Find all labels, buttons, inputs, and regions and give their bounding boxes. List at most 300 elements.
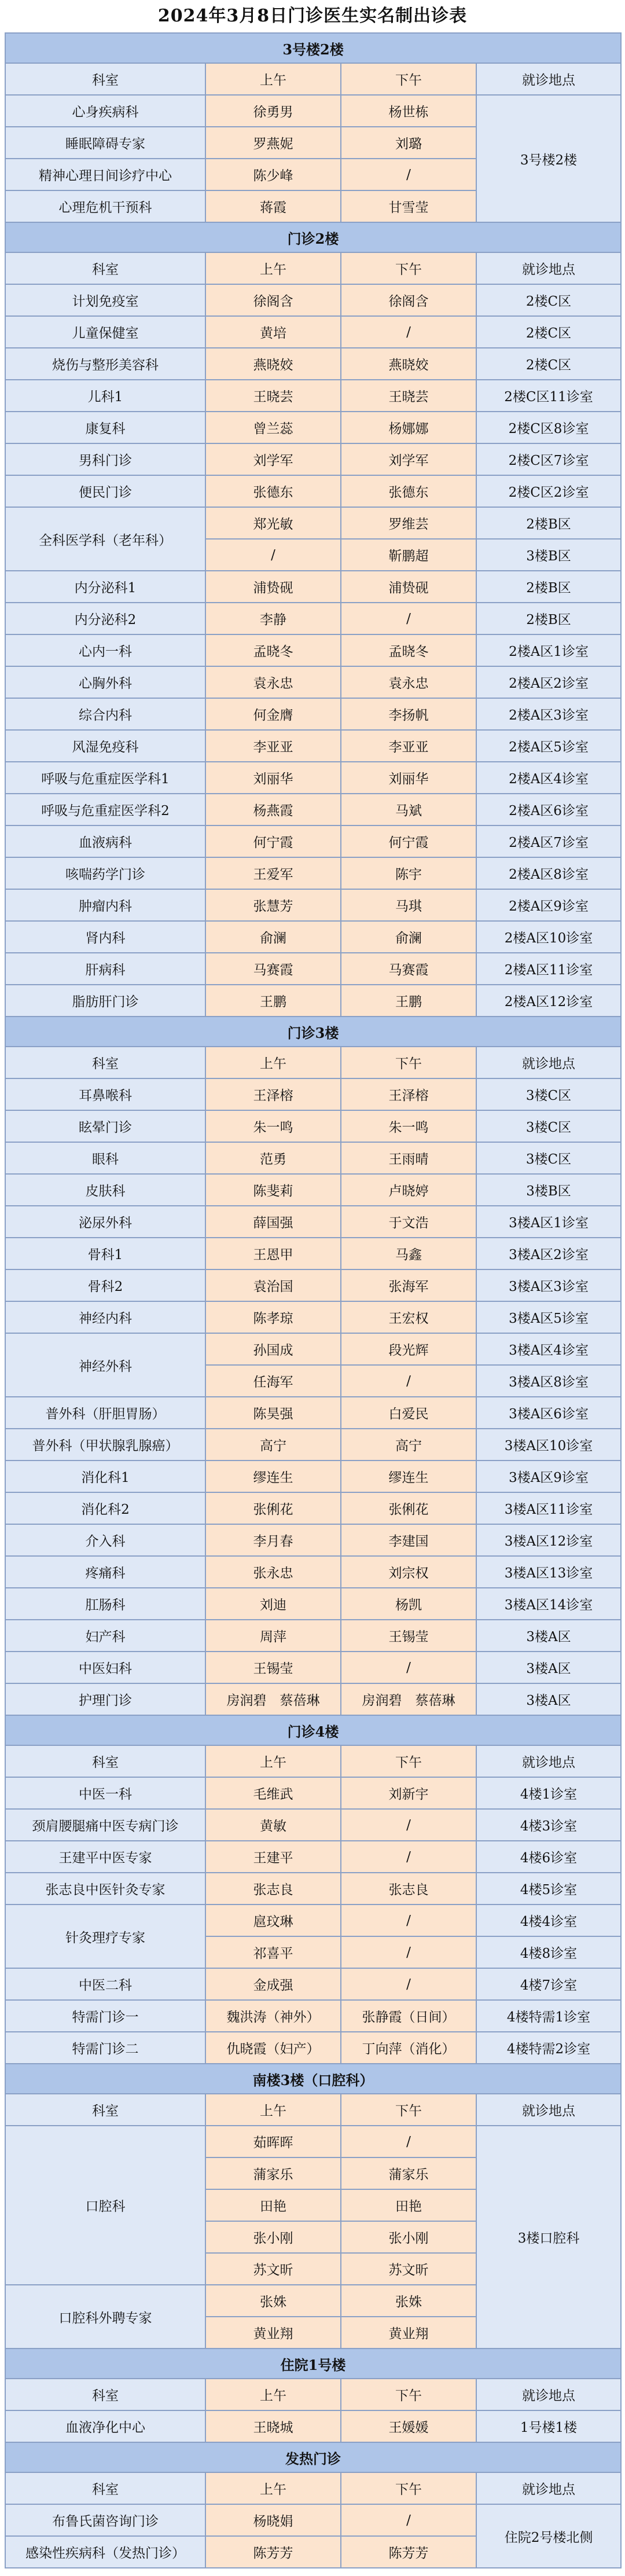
table-row [5, 2410, 621, 2442]
department-cell: 综合内科 [5, 698, 205, 730]
department-cell: 肝病科 [5, 953, 205, 985]
afternoon-doctor-cell: 段光辉 [341, 1333, 476, 1365]
table-row [5, 762, 621, 794]
morning-doctor-cell: 郑光敏 [205, 507, 341, 539]
department-cell: 肛肠科 [5, 1588, 205, 1620]
location-cell: 4楼1诊室 [476, 1777, 621, 1809]
location-cell: 2楼C区 [476, 284, 621, 316]
table-row [5, 2504, 621, 2536]
table-row [5, 794, 621, 825]
morning-doctor-cell: 陈少峰 [205, 159, 341, 190]
afternoon-doctor-cell: 张志良 [341, 1873, 476, 1905]
table-row [5, 730, 621, 762]
afternoon-doctor-cell: 杨娜娜 [341, 412, 476, 443]
section-title-row [5, 1715, 621, 1745]
morning-doctor-cell: 曾兰蕊 [205, 412, 341, 443]
morning-doctor-cell: 黄培 [205, 316, 341, 348]
table-row [5, 443, 621, 475]
header-am: 上午 [205, 1047, 341, 1078]
afternoon-doctor-cell: 张俐花 [341, 1492, 476, 1524]
morning-doctor-cell: 马赛霞 [205, 953, 341, 985]
section-title-row [5, 1017, 621, 1047]
morning-doctor-cell: 李静 [205, 603, 341, 634]
afternoon-doctor-cell: / [341, 2126, 476, 2157]
table-row [5, 1333, 621, 1365]
table-row [5, 348, 621, 380]
morning-doctor-cell: 陈昊强 [205, 1397, 341, 1429]
table-row [5, 2000, 621, 2032]
header-am: 上午 [205, 2472, 341, 2504]
location-cell: 4楼4诊室 [476, 1905, 621, 1936]
department-cell: 血液病科 [5, 825, 205, 857]
morning-doctor-cell: 苏文昕 [205, 2253, 341, 2285]
morning-doctor-cell: 陈芳芳 [205, 2536, 341, 2568]
morning-doctor-cell: 刘迪 [205, 1588, 341, 1620]
location-cell: 2楼C区11诊室 [476, 380, 621, 412]
afternoon-doctor-cell: 蒲家乐 [341, 2157, 476, 2189]
location-cell: 3楼B区 [476, 1174, 621, 1206]
location-cell: 2楼C区7诊室 [476, 443, 621, 475]
afternoon-doctor-cell: 燕晓姣 [341, 348, 476, 380]
morning-doctor-cell: 王爱军 [205, 857, 341, 889]
location-cell: 2楼A区12诊室 [476, 985, 621, 1017]
location-cell: 3楼A区3诊室 [476, 1269, 621, 1301]
section-title-row [5, 2064, 621, 2094]
schedule-table [5, 32, 622, 2568]
department-cell: 妇产科 [5, 1620, 205, 1652]
department-cell: 感染性疾病科（发热门诊） [5, 2536, 205, 2568]
department-cell: 疼痛科 [5, 1556, 205, 1588]
afternoon-doctor-cell: 缪连生 [341, 1461, 476, 1492]
header-loc: 就诊地点 [476, 2472, 621, 2504]
column-header-row [5, 1745, 621, 1777]
afternoon-doctor-cell: 马斌 [341, 794, 476, 825]
afternoon-doctor-cell: 王泽榕 [341, 1078, 476, 1110]
department-cell: 精神心理日间诊疗中心 [5, 159, 205, 190]
location-cell: 3楼A区10诊室 [476, 1429, 621, 1461]
department-cell: 神经外科 [5, 1333, 205, 1397]
column-header-row [5, 2472, 621, 2504]
table-row [5, 412, 621, 443]
afternoon-doctor-cell: 浦贽砚 [341, 571, 476, 603]
header-dept: 科室 [5, 1047, 205, 1078]
morning-doctor-cell: 王晓城 [205, 2410, 341, 2442]
department-cell: 护理门诊 [5, 1683, 205, 1715]
location-cell: 3楼A区14诊室 [476, 1588, 621, 1620]
afternoon-doctor-cell: 田艳 [341, 2189, 476, 2221]
department-cell: 眼科 [5, 1142, 205, 1174]
header-dept: 科室 [5, 1745, 205, 1777]
location-cell: 3楼A区 [476, 1620, 621, 1652]
column-header-row [5, 252, 621, 284]
column-header-row [5, 1047, 621, 1078]
morning-doctor-cell: 张小刚 [205, 2221, 341, 2253]
table-row [5, 1905, 621, 1936]
location-cell: 3楼A区8诊室 [476, 1365, 621, 1397]
table-row [5, 1174, 621, 1206]
afternoon-doctor-cell: / [341, 1841, 476, 1873]
table-row [5, 1110, 621, 1142]
table-row [5, 475, 621, 507]
location-cell: 3楼A区11诊室 [476, 1492, 621, 1524]
afternoon-doctor-cell: 于文浩 [341, 1206, 476, 1238]
table-row [5, 603, 621, 634]
table-row [5, 1652, 621, 1683]
location-cell: 3号楼2楼 [476, 95, 621, 222]
header-loc: 就诊地点 [476, 63, 621, 95]
table-row [5, 1301, 621, 1333]
afternoon-doctor-cell: 张海军 [341, 1269, 476, 1301]
location-cell: 3楼A区5诊室 [476, 1301, 621, 1333]
morning-doctor-cell: 李月春 [205, 1524, 341, 1556]
location-cell: 2楼C区8诊室 [476, 412, 621, 443]
header-dept: 科室 [5, 63, 205, 95]
table-row [5, 857, 621, 889]
location-cell: 2楼A区6诊室 [476, 794, 621, 825]
department-cell: 男科门诊 [5, 443, 205, 475]
morning-doctor-cell: 袁永忠 [205, 666, 341, 698]
table-row [5, 1841, 621, 1873]
section-title: 住院1号楼 [5, 2349, 621, 2379]
department-cell: 骨科1 [5, 1238, 205, 1269]
morning-doctor-cell: 王晓芸 [205, 380, 341, 412]
table-row [5, 316, 621, 348]
location-cell: 4楼5诊室 [476, 1873, 621, 1905]
morning-doctor-cell: 燕晓姣 [205, 348, 341, 380]
afternoon-doctor-cell: 王媛媛 [341, 2410, 476, 2442]
morning-doctor-cell: 薛国强 [205, 1206, 341, 1238]
location-cell: 2楼A区8诊室 [476, 857, 621, 889]
section-title: 门诊2楼 [5, 222, 621, 252]
afternoon-doctor-cell: / [341, 1652, 476, 1683]
section-title: 门诊3楼 [5, 1017, 621, 1047]
morning-doctor-cell: 张志良 [205, 1873, 341, 1905]
location-cell: 3楼A区 [476, 1683, 621, 1715]
header-loc: 就诊地点 [476, 2094, 621, 2126]
morning-doctor-cell: 任海军 [205, 1365, 341, 1397]
section-title-row [5, 33, 621, 63]
header-dept: 科室 [5, 2472, 205, 2504]
page-title: 2024年3月8日门诊医生实名制出诊表 [157, 6, 468, 26]
morning-doctor-cell: 张俐花 [205, 1492, 341, 1524]
afternoon-doctor-cell: 苏文昕 [341, 2253, 476, 2285]
location-cell: 2楼C区 [476, 316, 621, 348]
afternoon-doctor-cell: 高宁 [341, 1429, 476, 1461]
department-cell: 王建平中医专家 [5, 1841, 205, 1873]
afternoon-doctor-cell: 刘璐 [341, 127, 476, 159]
morning-doctor-cell: 刘学军 [205, 443, 341, 475]
afternoon-doctor-cell: 俞澜 [341, 921, 476, 953]
department-cell: 中医妇科 [5, 1652, 205, 1683]
morning-doctor-cell: 陈斐莉 [205, 1174, 341, 1206]
table-row [5, 1524, 621, 1556]
afternoon-doctor-cell: 王锡莹 [341, 1620, 476, 1652]
afternoon-doctor-cell: 丁向萍（消化） [341, 2032, 476, 2064]
department-cell: 中医二科 [5, 1968, 205, 2000]
department-cell: 眩晕门诊 [5, 1110, 205, 1142]
location-cell: 2楼A区10诊室 [476, 921, 621, 953]
location-cell: 4楼特需1诊室 [476, 2000, 621, 2032]
morning-doctor-cell: 扈玟琳 [205, 1905, 341, 1936]
afternoon-doctor-cell: 张静霞（日间） [341, 2000, 476, 2032]
morning-doctor-cell: 杨晓娟 [205, 2504, 341, 2536]
location-cell: 3楼C区 [476, 1110, 621, 1142]
afternoon-doctor-cell: 张小刚 [341, 2221, 476, 2253]
table-row [5, 1873, 621, 1905]
location-cell: 1号楼1楼 [476, 2410, 621, 2442]
afternoon-doctor-cell: / [341, 1968, 476, 2000]
afternoon-doctor-cell: 房润碧 蔡蓓琳 [341, 1683, 476, 1715]
morning-doctor-cell: 张永忠 [205, 1556, 341, 1588]
header-am: 上午 [205, 1745, 341, 1777]
afternoon-doctor-cell: / [341, 1809, 476, 1841]
morning-doctor-cell: 俞澜 [205, 921, 341, 953]
morning-doctor-cell: 黄业翔 [205, 2317, 341, 2349]
afternoon-doctor-cell: 马赛霞 [341, 953, 476, 985]
department-cell: 风湿免疫科 [5, 730, 205, 762]
afternoon-doctor-cell: 徐阁含 [341, 284, 476, 316]
afternoon-doctor-cell: / [341, 603, 476, 634]
morning-doctor-cell: 缪连生 [205, 1461, 341, 1492]
table-row [5, 1620, 621, 1652]
column-header-row [5, 63, 621, 95]
location-cell: 4楼6诊室 [476, 1841, 621, 1873]
morning-doctor-cell: 高宁 [205, 1429, 341, 1461]
morning-doctor-cell: 王锡莹 [205, 1652, 341, 1683]
department-cell: 中医一科 [5, 1777, 205, 1809]
department-cell: 计划免疫室 [5, 284, 205, 316]
location-cell: 2楼A区4诊室 [476, 762, 621, 794]
location-cell: 3楼A区2诊室 [476, 1238, 621, 1269]
afternoon-doctor-cell: 杨世栋 [341, 95, 476, 127]
header-am: 上午 [205, 63, 341, 95]
section-title-row [5, 2442, 621, 2472]
header-pm: 下午 [341, 2472, 476, 2504]
header-pm: 下午 [341, 252, 476, 284]
afternoon-doctor-cell: 刘丽华 [341, 762, 476, 794]
location-cell: 2楼A区5诊室 [476, 730, 621, 762]
location-cell: 2楼A区7诊室 [476, 825, 621, 857]
morning-doctor-cell: 张慧芳 [205, 889, 341, 921]
morning-doctor-cell: 徐勇男 [205, 95, 341, 127]
location-cell: 2楼C区2诊室 [476, 475, 621, 507]
column-header-row [5, 2379, 621, 2410]
location-cell: 4楼特需2诊室 [476, 2032, 621, 2064]
location-cell: 3楼B区 [476, 539, 621, 571]
location-cell: 2楼A区3诊室 [476, 698, 621, 730]
morning-doctor-cell: 孙国成 [205, 1333, 341, 1365]
afternoon-doctor-cell: 李建国 [341, 1524, 476, 1556]
location-cell: 3楼C区 [476, 1142, 621, 1174]
header-dept: 科室 [5, 252, 205, 284]
header-loc: 就诊地点 [476, 1745, 621, 1777]
table-row [5, 1238, 621, 1269]
morning-doctor-cell: 周萍 [205, 1620, 341, 1652]
department-cell: 张志良中医针灸专家 [5, 1873, 205, 1905]
afternoon-doctor-cell: 张姝 [341, 2285, 476, 2317]
department-cell: 内分泌科1 [5, 571, 205, 603]
header-pm: 下午 [341, 1745, 476, 1777]
morning-doctor-cell: 李亚亚 [205, 730, 341, 762]
afternoon-doctor-cell: 刘宗权 [341, 1556, 476, 1588]
morning-doctor-cell: 范勇 [205, 1142, 341, 1174]
morning-doctor-cell: 刘丽华 [205, 762, 341, 794]
table-row [5, 1142, 621, 1174]
morning-doctor-cell: 张姝 [205, 2285, 341, 2317]
afternoon-doctor-cell: 陈宇 [341, 857, 476, 889]
afternoon-doctor-cell: 何宁霞 [341, 825, 476, 857]
department-cell: 颈肩腰腿痛中医专病门诊 [5, 1809, 205, 1841]
morning-doctor-cell: 孟晓冬 [205, 634, 341, 666]
department-cell: 口腔科外聘专家 [5, 2285, 205, 2349]
afternoon-doctor-cell: 卢晓婷 [341, 1174, 476, 1206]
section-title: 南楼3楼（口腔科） [5, 2064, 621, 2094]
afternoon-doctor-cell: 王晓芸 [341, 380, 476, 412]
afternoon-doctor-cell: / [341, 1936, 476, 1968]
location-cell: 4楼8诊室 [476, 1936, 621, 1968]
morning-doctor-cell: 毛维武 [205, 1777, 341, 1809]
afternoon-doctor-cell: 刘学军 [341, 443, 476, 475]
department-cell: 睡眠障碍专家 [5, 127, 205, 159]
table-row [5, 1492, 621, 1524]
table-row [5, 95, 621, 127]
department-cell: 心胸外科 [5, 666, 205, 698]
department-cell: 普外科（肝胆胃肠） [5, 1397, 205, 1429]
department-cell: 耳鼻喉科 [5, 1078, 205, 1110]
afternoon-doctor-cell: 刘新宇 [341, 1777, 476, 1809]
table-row [5, 1461, 621, 1492]
table-row [5, 1777, 621, 1809]
table-row [5, 825, 621, 857]
table-row [5, 921, 621, 953]
header-dept: 科室 [5, 2379, 205, 2410]
header-am: 上午 [205, 252, 341, 284]
department-cell: 针灸理疗专家 [5, 1905, 205, 1968]
morning-doctor-cell: 房润碧 蔡蓓琳 [205, 1683, 341, 1715]
location-cell: 2楼A区1诊室 [476, 634, 621, 666]
table-row [5, 634, 621, 666]
table-row [5, 698, 621, 730]
section-title: 发热门诊 [5, 2442, 621, 2472]
afternoon-doctor-cell: / [341, 1365, 476, 1397]
table-row [5, 1588, 621, 1620]
morning-doctor-cell: 张德东 [205, 475, 341, 507]
table-row [5, 985, 621, 1017]
afternoon-doctor-cell: 黄业翔 [341, 2317, 476, 2349]
department-cell: 儿科1 [5, 380, 205, 412]
morning-doctor-cell: 杨燕霞 [205, 794, 341, 825]
department-cell: 特需门诊一 [5, 2000, 205, 2032]
location-cell: 4楼3诊室 [476, 1809, 621, 1841]
afternoon-doctor-cell: 罗维芸 [341, 507, 476, 539]
afternoon-doctor-cell: 甘雪莹 [341, 190, 476, 222]
morning-doctor-cell: 何宁霞 [205, 825, 341, 857]
header-loc: 就诊地点 [476, 1047, 621, 1078]
table-row [5, 507, 621, 539]
morning-doctor-cell: 田艳 [205, 2189, 341, 2221]
department-cell: 普外科（甲状腺乳腺癌） [5, 1429, 205, 1461]
location-cell: 2楼C区 [476, 348, 621, 380]
afternoon-doctor-cell: 孟晓冬 [341, 634, 476, 666]
department-cell: 血液净化中心 [5, 2410, 205, 2442]
department-cell: 心身疾病科 [5, 95, 205, 127]
section-title-row [5, 222, 621, 252]
morning-doctor-cell: 金成强 [205, 1968, 341, 2000]
table-row [5, 953, 621, 985]
morning-doctor-cell: 魏洪涛（神外） [205, 2000, 341, 2032]
morning-doctor-cell: 徐阁含 [205, 284, 341, 316]
afternoon-doctor-cell: 马琪 [341, 889, 476, 921]
location-cell: 2楼B区 [476, 603, 621, 634]
morning-doctor-cell: 蒋霞 [205, 190, 341, 222]
table-row [5, 1429, 621, 1461]
table-row [5, 1269, 621, 1301]
department-cell: 脂肪肝门诊 [5, 985, 205, 1017]
department-cell: 神经内科 [5, 1301, 205, 1333]
header-loc: 就诊地点 [476, 252, 621, 284]
department-cell: 全科医学科（老年科） [5, 507, 205, 571]
header-pm: 下午 [341, 63, 476, 95]
department-cell: 烧伤与整形美容科 [5, 348, 205, 380]
table-row [5, 284, 621, 316]
department-cell: 骨科2 [5, 1269, 205, 1301]
header-loc: 就诊地点 [476, 2379, 621, 2410]
morning-doctor-cell: 黄敏 [205, 1809, 341, 1841]
morning-doctor-cell: 王建平 [205, 1841, 341, 1873]
section-title-row [5, 2349, 621, 2379]
afternoon-doctor-cell: 王鹏 [341, 985, 476, 1017]
location-cell: 2楼A区9诊室 [476, 889, 621, 921]
header-pm: 下午 [341, 1047, 476, 1078]
table-row [5, 1206, 621, 1238]
morning-doctor-cell: 罗燕妮 [205, 127, 341, 159]
department-cell: 呼吸与危重症医学科2 [5, 794, 205, 825]
department-cell: 肿瘤内科 [5, 889, 205, 921]
morning-doctor-cell: 王恩甲 [205, 1238, 341, 1269]
department-cell: 肾内科 [5, 921, 205, 953]
location-cell: 住院2号楼北侧 [476, 2504, 621, 2568]
location-cell: 3楼A区6诊室 [476, 1397, 621, 1429]
header-am: 上午 [205, 2379, 341, 2410]
morning-doctor-cell: 陈孝琼 [205, 1301, 341, 1333]
location-cell: 3楼A区 [476, 1652, 621, 1683]
department-cell: 咳喘药学门诊 [5, 857, 205, 889]
afternoon-doctor-cell: 李扬帆 [341, 698, 476, 730]
department-cell: 内分泌科2 [5, 603, 205, 634]
table-row [5, 1556, 621, 1588]
afternoon-doctor-cell: 袁永忠 [341, 666, 476, 698]
table-row [5, 1397, 621, 1429]
header-pm: 下午 [341, 2379, 476, 2410]
afternoon-doctor-cell: 朱一鸣 [341, 1110, 476, 1142]
department-cell: 儿童保健室 [5, 316, 205, 348]
afternoon-doctor-cell: 王宏权 [341, 1301, 476, 1333]
morning-doctor-cell: 祁喜平 [205, 1936, 341, 1968]
table-row [5, 2126, 621, 2157]
morning-doctor-cell: 茹晖晖 [205, 2126, 341, 2157]
department-cell: 口腔科 [5, 2126, 205, 2285]
department-cell: 介入科 [5, 1524, 205, 1556]
afternoon-doctor-cell: 张德东 [341, 475, 476, 507]
column-header-row [5, 2094, 621, 2126]
department-cell: 呼吸与危重症医学科1 [5, 762, 205, 794]
location-cell: 3楼A区13诊室 [476, 1556, 621, 1588]
morning-doctor-cell: 浦贽砚 [205, 571, 341, 603]
location-cell: 2楼B区 [476, 571, 621, 603]
morning-doctor-cell: 王鹏 [205, 985, 341, 1017]
table-row [5, 1968, 621, 2000]
header-pm: 下午 [341, 2094, 476, 2126]
